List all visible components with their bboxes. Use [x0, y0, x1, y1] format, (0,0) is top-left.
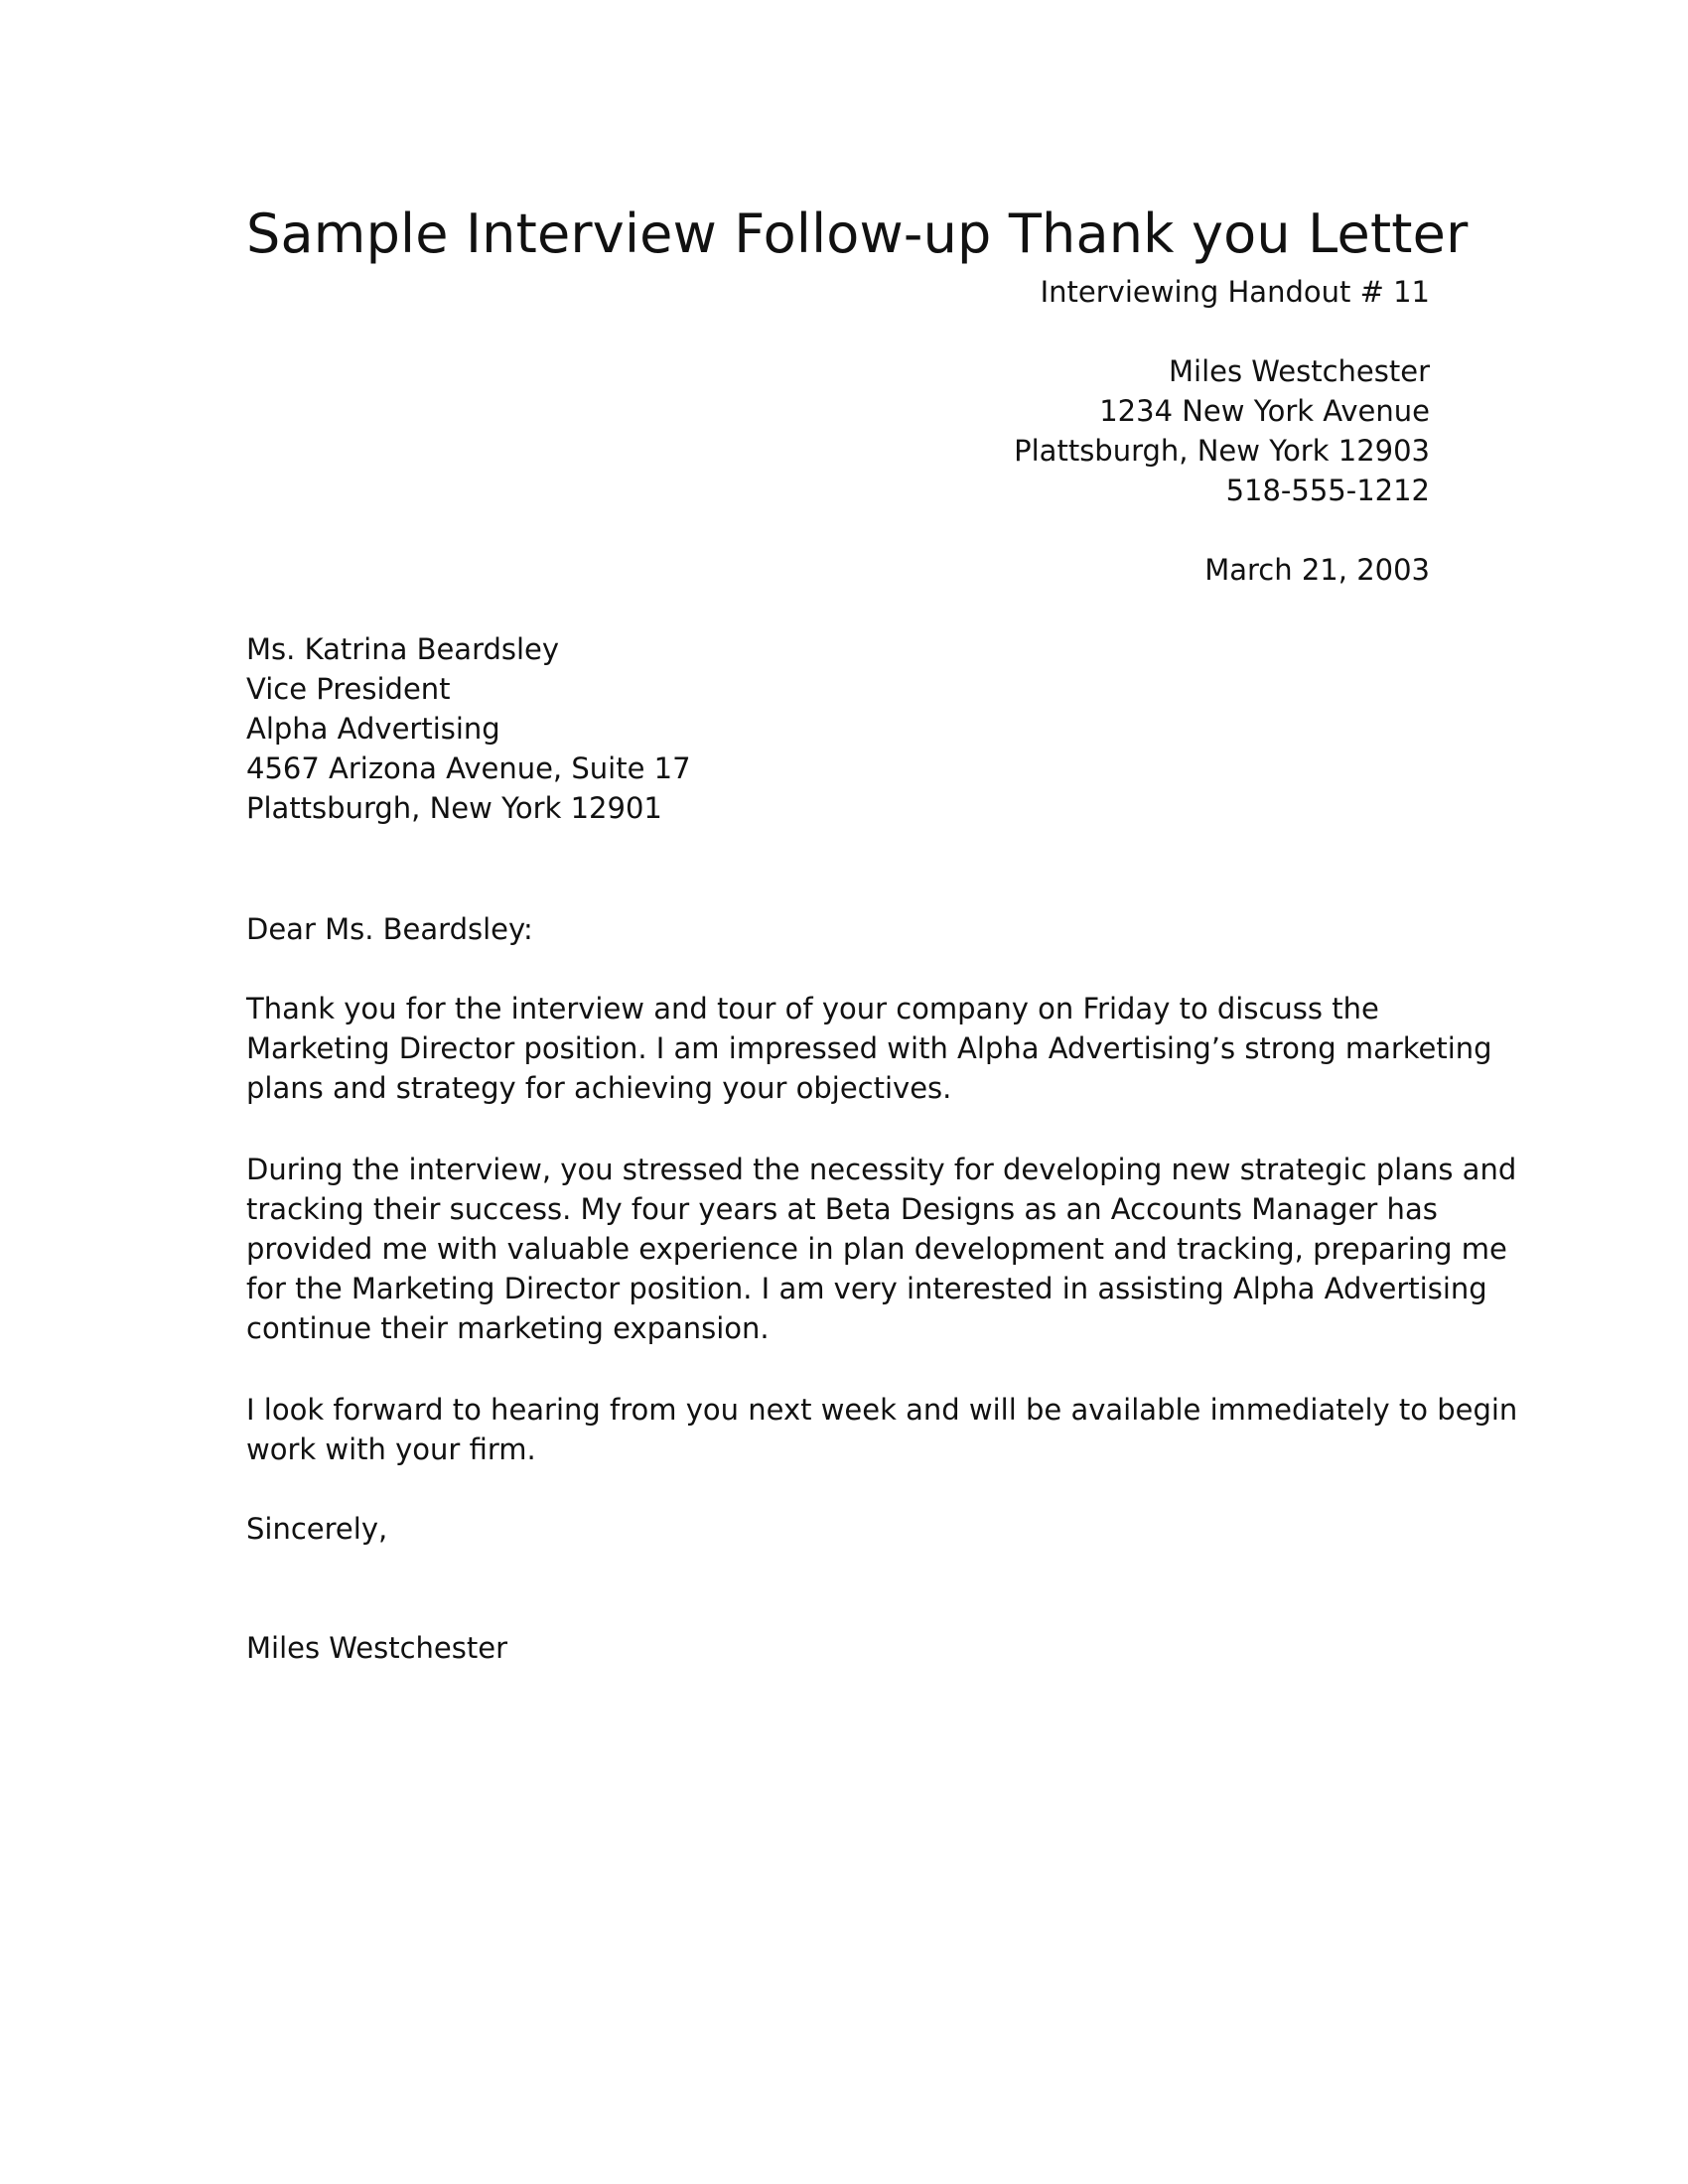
paragraph-line: During the interview, you stressed the necessity for developing new strategic plans and: [246, 1153, 1517, 1186]
paragraph-line: Thank you for the interview and tour of your company on Friday to discuss the: [246, 992, 1379, 1025]
body-paragraph-3: [246, 1390, 1517, 1469]
salutation: Dear Ms. Beardsley:: [246, 912, 533, 946]
sender-city: Plattsburgh, New York 12903: [1014, 434, 1430, 468]
closing: Sincerely,: [246, 1512, 388, 1546]
recipient-city: Plattsburgh, New York 12901: [246, 791, 662, 825]
paragraph-line: provided me with valuable experience in plan development and tracking, preparing me: [246, 1232, 1507, 1266]
paragraph-line: I look forward to hearing from you next week and will be available immediately to begin: [246, 1393, 1518, 1427]
paragraph-line: continue their marketing expansion.: [246, 1311, 770, 1345]
signature-name: Miles Westchester: [246, 1631, 508, 1665]
sender-phone: 518-555-1212: [1225, 474, 1430, 507]
letter-date: March 21, 2003: [1204, 553, 1430, 587]
recipient-company: Alpha Advertising: [246, 712, 500, 746]
paragraph-line: for the Marketing Director position. I am very interested in assisting Alpha Advertising: [246, 1272, 1487, 1305]
sender-address-block: [1014, 351, 1430, 510]
paragraph-line: tracking their success. My four years at Beta Designs as an Accounts Manager has: [246, 1192, 1438, 1226]
paragraph-line: plans and strategy for achieving your objectives.: [246, 1071, 952, 1105]
document-title: Sample Interview Follow-up Thank you Letter: [246, 203, 1469, 265]
recipient-name: Ms. Katrina Beardsley: [246, 632, 560, 666]
handout-label: Interviewing Handout # 11: [1040, 275, 1430, 309]
sender-name: Miles Westchester: [1168, 354, 1430, 388]
paragraph-line: work with your firm.: [246, 1433, 536, 1466]
sender-street: 1234 New York Avenue: [1099, 394, 1430, 428]
recipient-title: Vice President: [246, 672, 451, 706]
recipient-address-block: [246, 629, 691, 828]
body-paragraph-1: [246, 989, 1492, 1108]
paragraph-line: Marketing Director position. I am impressed with Alpha Advertising’s strong marketing: [246, 1031, 1492, 1065]
recipient-street: 4567 Arizona Avenue, Suite 17: [246, 751, 691, 785]
body-paragraph-2: [246, 1150, 1516, 1348]
